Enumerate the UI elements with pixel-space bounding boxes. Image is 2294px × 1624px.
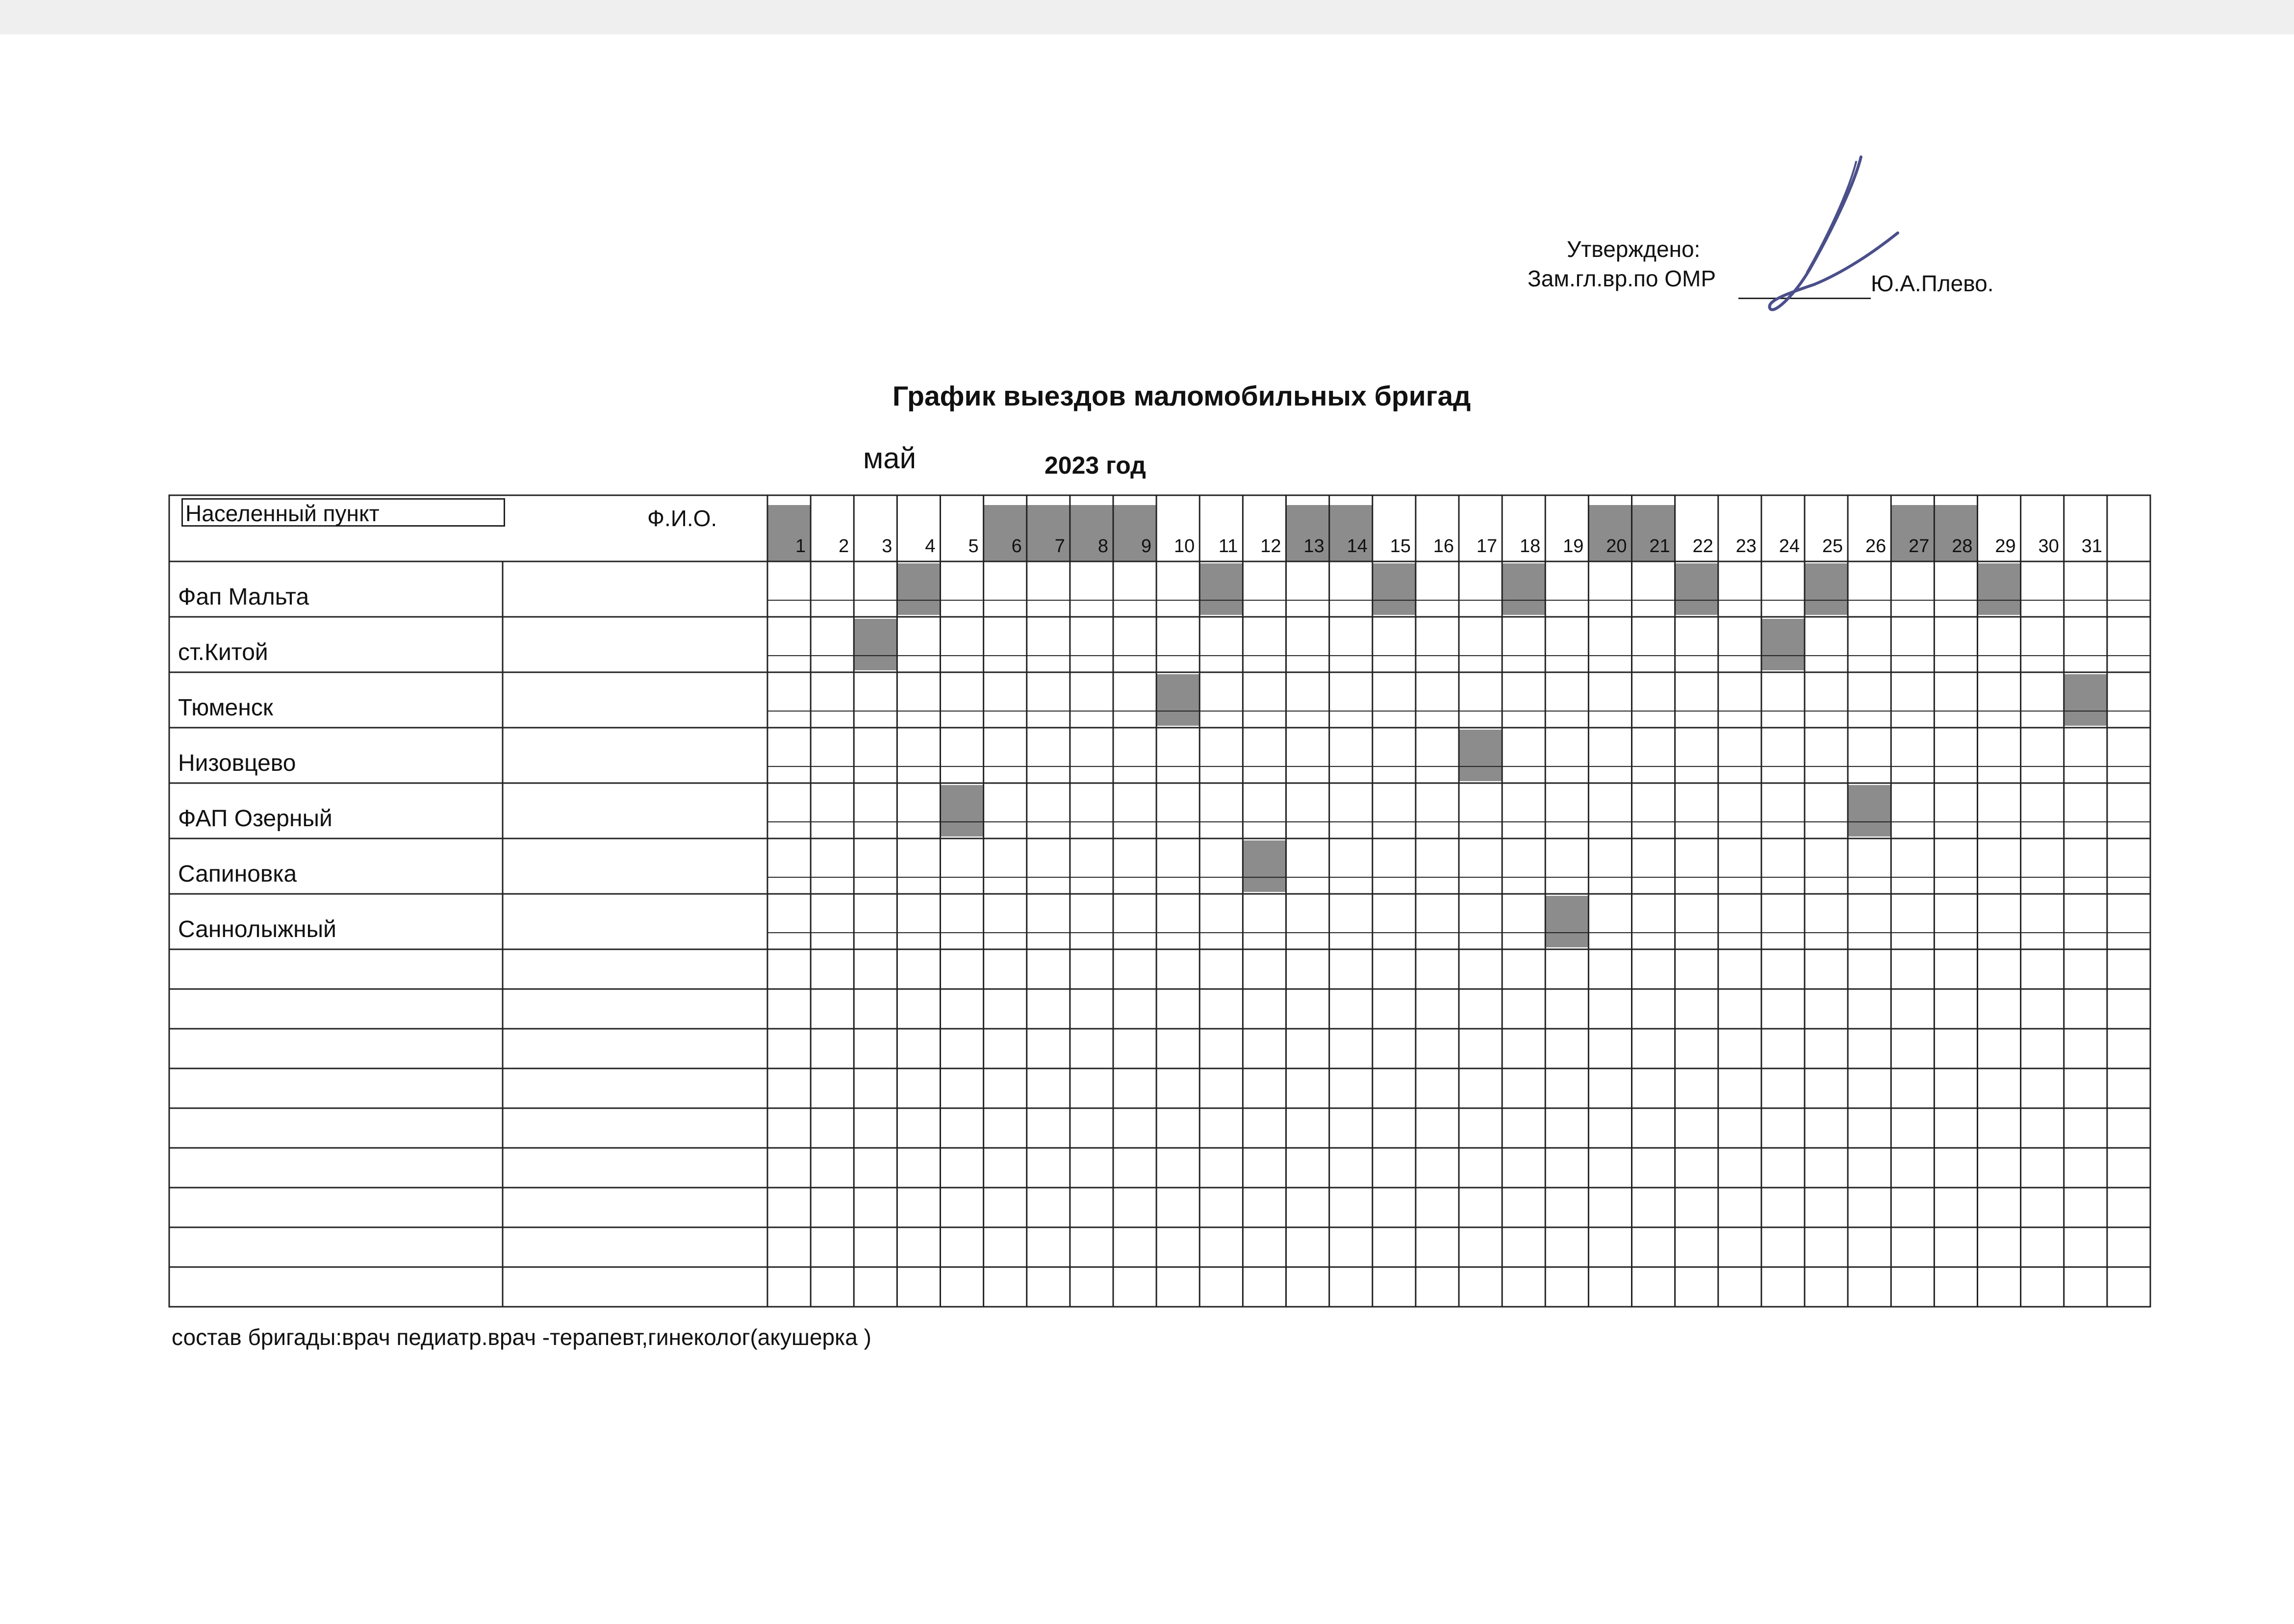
visit-cell — [1199, 563, 1243, 615]
day-number: 31 — [2081, 536, 2102, 557]
page-title: График выездов маломобильных бригад — [892, 381, 1471, 412]
visit-cell — [897, 563, 940, 615]
visit-cell — [1502, 563, 1545, 615]
day-number: 7 — [1054, 536, 1065, 557]
month-label: май — [863, 442, 917, 475]
visit-cell — [1848, 785, 1891, 837]
settlement-name: Саннолыжный — [178, 916, 336, 942]
settlement-name: ФАП Озерный — [178, 806, 332, 832]
approval-position: Зам.гл.вр.по ОМР — [1528, 266, 1716, 291]
day-number: 25 — [1822, 536, 1843, 557]
day-number: 4 — [925, 536, 936, 557]
day-number: 11 — [1218, 536, 1238, 557]
year-label: 2023 год — [1045, 452, 1146, 479]
day-number: 18 — [1519, 536, 1541, 557]
day-number: 8 — [1097, 536, 1108, 557]
day-number: 27 — [1909, 536, 1930, 557]
visit-cell — [941, 785, 984, 837]
day-number: 22 — [1692, 536, 1713, 557]
day-number: 16 — [1433, 536, 1454, 557]
day-number: 3 — [882, 536, 892, 557]
day-number: 20 — [1606, 536, 1627, 557]
day-number: 6 — [1011, 536, 1022, 557]
visit-cell — [854, 619, 897, 670]
settlement-name: ст.Китой — [178, 639, 268, 665]
brigade-composition-note: состав бригады:врач педиатр.врач -терапевт,гинеколог(акушерка ) — [172, 1324, 871, 1350]
approval-name: Ю.А.Плево. — [1871, 271, 1994, 296]
settlement-name: Низовцево — [178, 750, 296, 776]
visit-cell — [1459, 730, 1502, 781]
day-number: 24 — [1779, 536, 1800, 557]
day-number: 17 — [1476, 536, 1498, 557]
day-number: 30 — [2038, 536, 2059, 557]
day-number: 29 — [1995, 536, 2016, 557]
day-number: 9 — [1141, 536, 1152, 557]
visit-cell — [1978, 563, 2021, 615]
visit-cell — [1545, 896, 1588, 947]
day-number: 10 — [1173, 536, 1195, 557]
day-number: 1 — [795, 536, 806, 557]
day-number: 15 — [1390, 536, 1411, 557]
day-number: 21 — [1649, 536, 1670, 557]
day-number: 5 — [968, 536, 979, 557]
day-number: 13 — [1303, 536, 1325, 557]
day-number: 14 — [1347, 536, 1368, 557]
visit-cell — [1675, 563, 1718, 615]
day-number: 12 — [1260, 536, 1281, 557]
visit-cell — [1761, 619, 1805, 670]
visit-cell — [1805, 563, 1848, 615]
fio-column-header: Ф.И.О. — [647, 506, 717, 531]
settlement-name: Фап Мальта — [178, 584, 309, 610]
day-number: 28 — [1952, 536, 1973, 557]
visit-cell — [1156, 674, 1199, 726]
day-number: 23 — [1735, 536, 1757, 557]
settlement-name: Тюменск — [178, 695, 273, 721]
visit-cell — [1373, 563, 1416, 615]
day-number: 26 — [1865, 536, 1886, 557]
approval-label: Утверждено: — [1567, 236, 1701, 262]
settlement-column-header: Населенный пункт — [185, 501, 380, 526]
visit-cell — [2064, 674, 2107, 726]
visit-cell — [1243, 840, 1286, 892]
settlement-name: Сапиновка — [178, 861, 297, 887]
day-number: 2 — [839, 536, 849, 557]
day-number: 19 — [1563, 536, 1584, 557]
